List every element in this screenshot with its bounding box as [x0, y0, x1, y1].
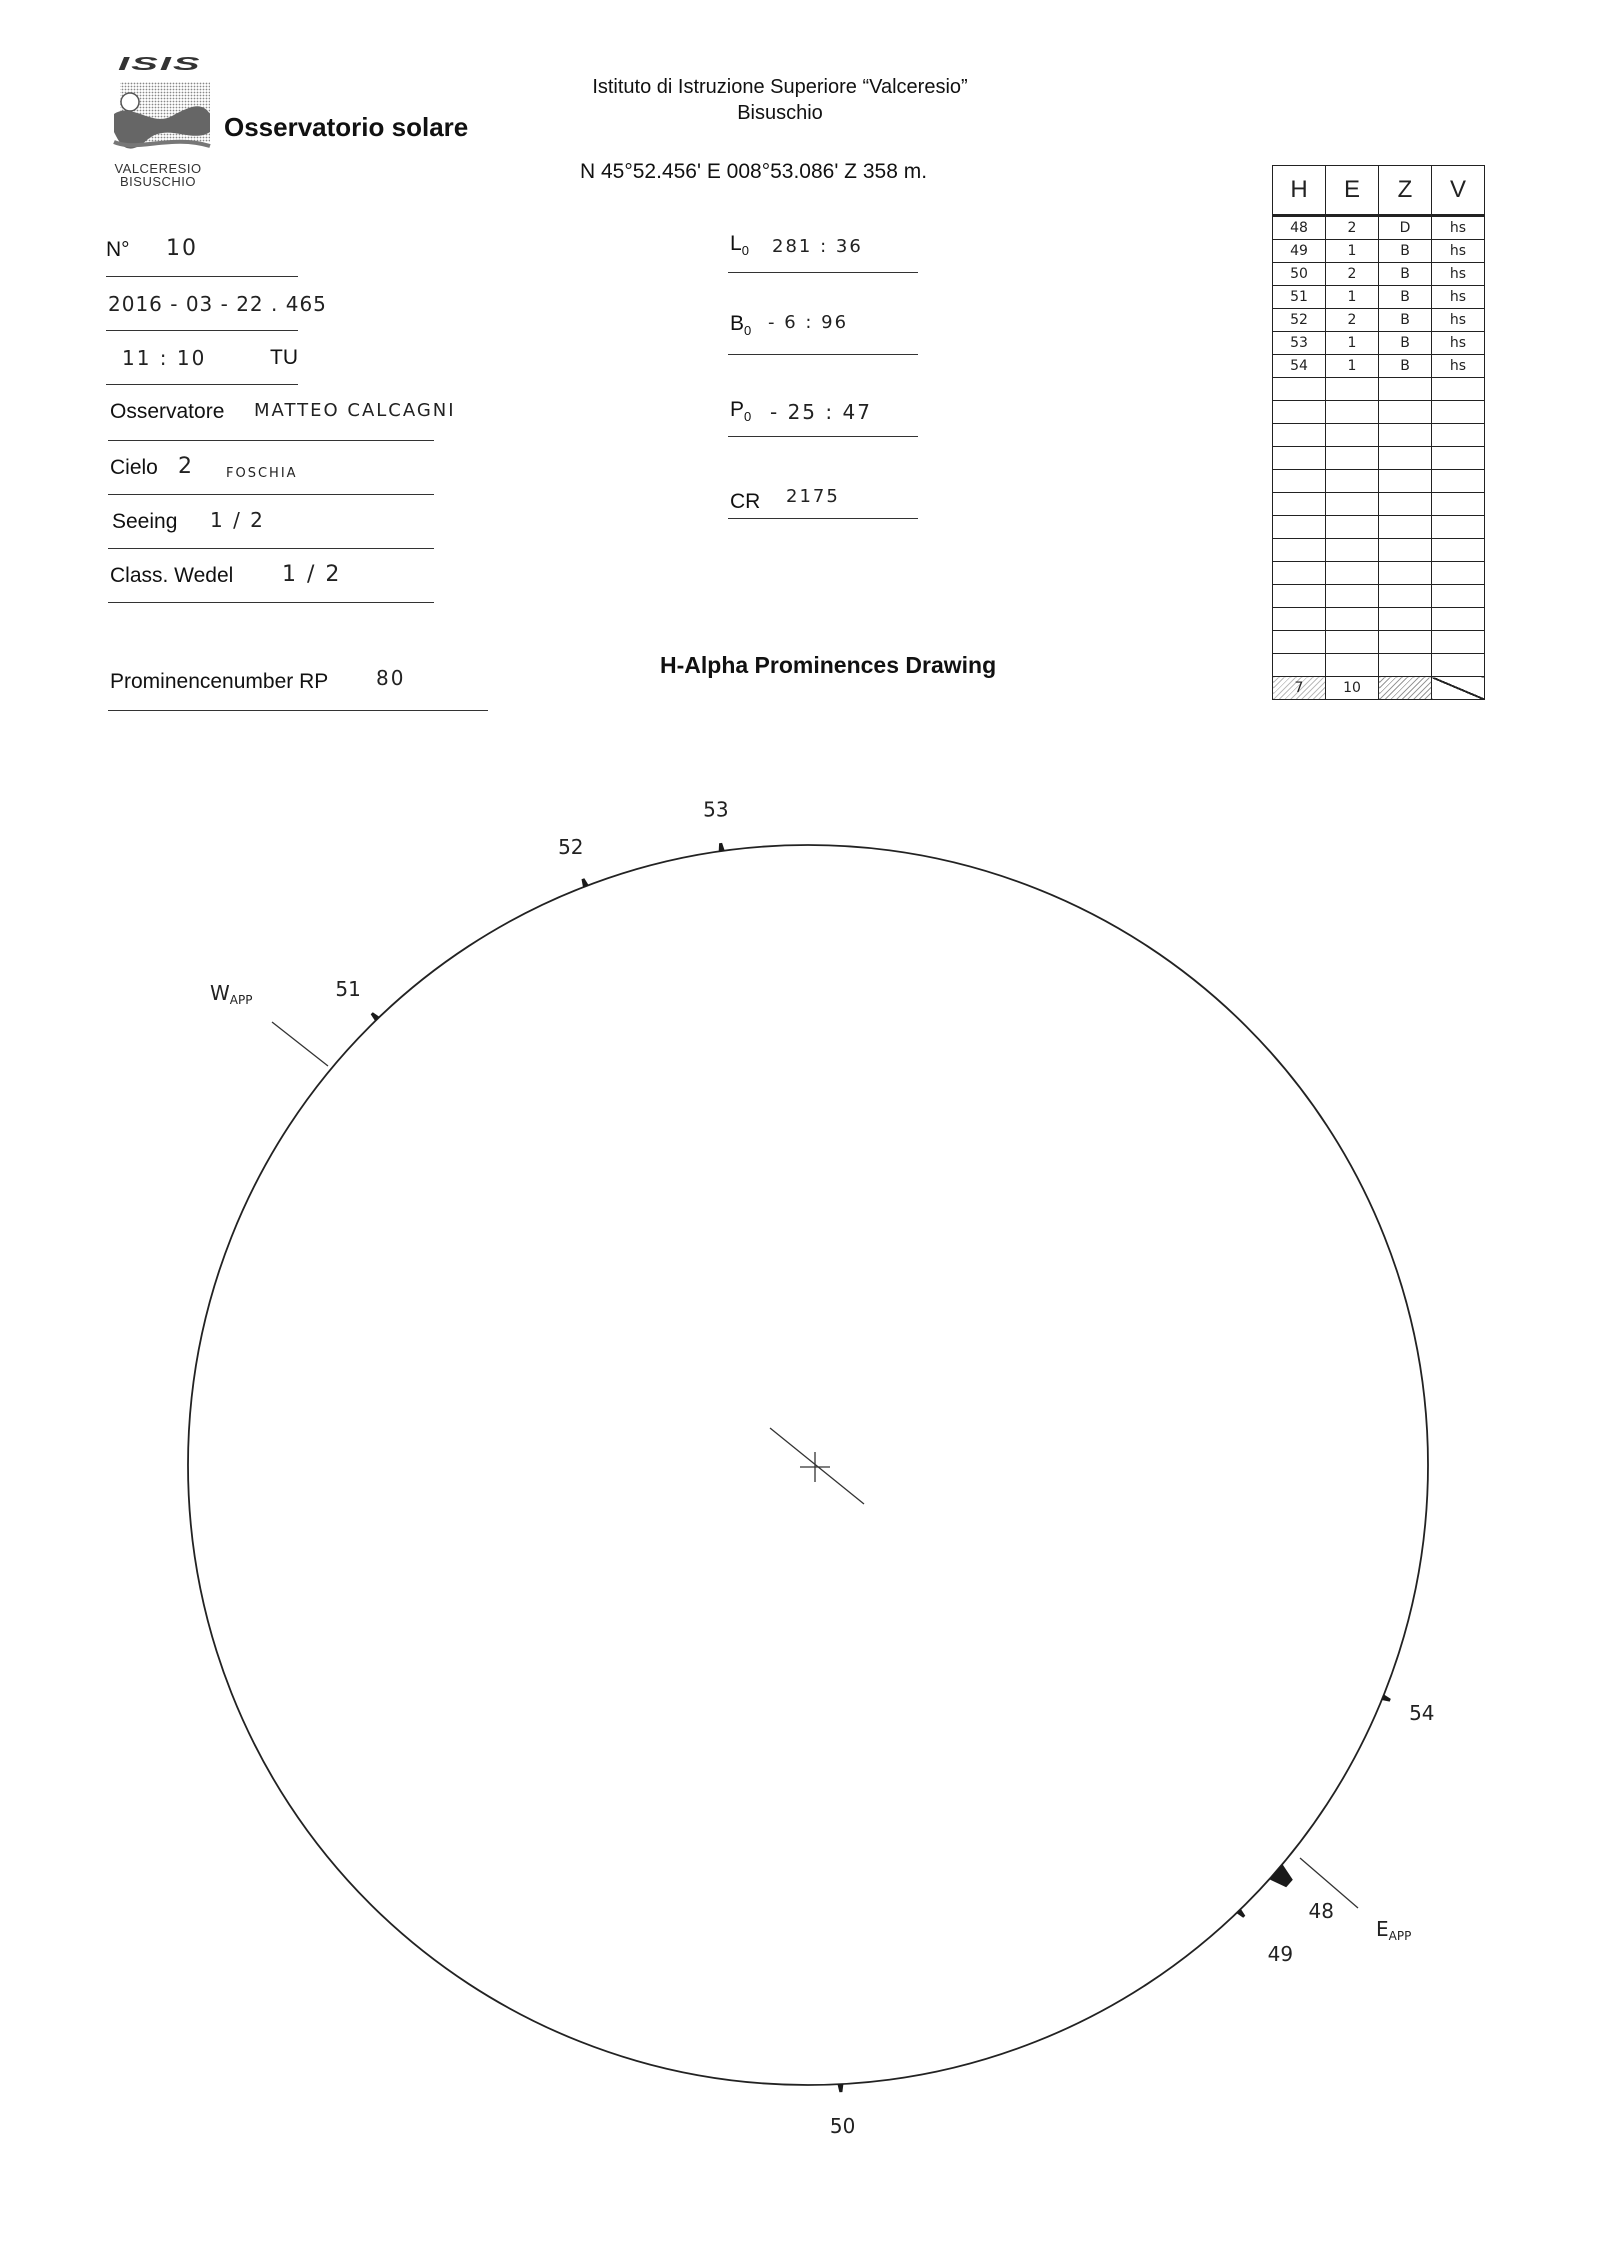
- table-cell: hs: [1432, 240, 1485, 263]
- table-header-cell: H: [1273, 166, 1326, 216]
- l0-value: 281 : 36: [772, 236, 863, 257]
- table-cell: 1: [1326, 286, 1379, 309]
- table-cell: B: [1379, 309, 1432, 332]
- cr-label: CR: [730, 490, 761, 513]
- time-value: 11 : 10: [122, 346, 207, 370]
- seeing-label: Seeing: [112, 510, 178, 533]
- prominence-labels: [335, 797, 1434, 2138]
- table-cell: hs: [1432, 309, 1485, 332]
- sky-note: FOSCHIA: [226, 466, 298, 481]
- table-cell: hs: [1432, 286, 1485, 309]
- solar-disk-outline: [188, 845, 1428, 2085]
- observer-label: Osservatore: [110, 400, 225, 423]
- l0-subscript: 0: [741, 243, 749, 259]
- logo-caption-line2: BISUSCHIO: [119, 174, 196, 189]
- prominence-mark-48: [1269, 1864, 1292, 1887]
- table-cell: 2: [1326, 216, 1379, 240]
- table-header-cell: E: [1326, 166, 1379, 216]
- drawing-title: H-Alpha Prominences Drawing: [660, 652, 997, 678]
- east-label: $E_{APP}$: [1376, 1917, 1412, 1943]
- west-axis-tick: [272, 1022, 328, 1066]
- prominence-mark-53: [719, 843, 725, 852]
- table-total-cell: 7: [1273, 677, 1326, 700]
- prominence-label-54: 54: [1409, 1701, 1435, 1725]
- table-cell: 52: [1273, 309, 1326, 332]
- prominence-mark-51: [371, 1012, 380, 1021]
- table-cell: B: [1379, 332, 1432, 355]
- prominence-label-51: 51: [335, 976, 361, 1001]
- table-cell: 54: [1273, 355, 1326, 378]
- wedel-value: 1 / 2: [282, 562, 342, 587]
- table-header-cell: Z: [1379, 166, 1432, 216]
- p0-letter: P: [730, 398, 745, 421]
- table-cell: B: [1379, 240, 1432, 263]
- table-cell: 1: [1326, 240, 1379, 263]
- b0-value: - 6 : 96: [768, 312, 849, 333]
- table-cell: hs: [1432, 216, 1485, 240]
- table-total-cell: 10: [1326, 677, 1379, 700]
- table-header-cell: V: [1432, 166, 1485, 216]
- table-cell: hs: [1432, 332, 1485, 355]
- table-cell: B: [1379, 355, 1432, 378]
- table-cell: 51: [1273, 286, 1326, 309]
- table-cell: 50: [1273, 263, 1326, 286]
- p0-value: - 25 : 47: [770, 400, 872, 424]
- l0-letter: L: [730, 232, 742, 255]
- disk-center-cross: [770, 1428, 864, 1504]
- table-cell: 1: [1326, 332, 1379, 355]
- table-cell: B: [1379, 286, 1432, 309]
- prominence-number-value: 80: [376, 666, 406, 690]
- prominence-number-label: Prominencenumber RP: [110, 670, 329, 693]
- institute-line2: Bisuschio: [737, 102, 823, 124]
- table-cell: hs: [1432, 355, 1485, 378]
- west-label: $W_{APP}$: [210, 981, 253, 1007]
- wedel-label: Class. Wedel: [110, 564, 234, 587]
- table-cell: 2: [1326, 263, 1379, 286]
- prominence-label-48: 48: [1308, 1899, 1334, 1924]
- time-unit: TU: [270, 346, 298, 369]
- number-label: N°: [106, 238, 130, 261]
- date-value: 2016 - 03 - 22 . 465: [108, 292, 327, 316]
- prominence-mark-49: [1237, 1909, 1246, 1918]
- b0-letter: B: [730, 312, 745, 335]
- table-cell: 53: [1273, 332, 1326, 355]
- observatory-title: Osservatorio solare: [224, 112, 469, 142]
- prominence-label-52: 52: [558, 835, 584, 859]
- table-cell: D: [1379, 216, 1432, 240]
- seeing-value: 1 / 2: [210, 508, 265, 532]
- sky-value: 2: [178, 454, 192, 479]
- prominence-label-50: 50: [829, 2114, 856, 2139]
- table-cell: hs: [1432, 263, 1485, 286]
- prominence-layer: [371, 843, 1391, 2092]
- logo-caption-line1: VALCERESIO: [114, 161, 202, 176]
- observer-value: MATTEO CALCAGNI: [254, 400, 456, 421]
- b0-subscript: 0: [744, 323, 752, 339]
- table-cell: 2: [1326, 309, 1379, 332]
- table-cell: B: [1379, 263, 1432, 286]
- logo-text: ISIS: [118, 54, 202, 74]
- table-cell: 49: [1273, 240, 1326, 263]
- table-cell: 1: [1326, 355, 1379, 378]
- table-cell: 48: [1273, 216, 1326, 240]
- number-value: 10: [166, 236, 198, 261]
- prominence-mark-50: [838, 2084, 844, 2092]
- site-coordinates: N 45°52.456' E 008°53.086' Z 358 m.: [580, 160, 928, 183]
- prominence-label-53: 53: [703, 797, 729, 822]
- institute-line1: Istituto di Istruzione Superiore “Valceresio”: [592, 76, 968, 98]
- prominence-label-49: 49: [1267, 1942, 1294, 1967]
- p0-subscript: 0: [744, 409, 752, 425]
- sky-label: Cielo: [110, 456, 158, 479]
- cr-value: 2175: [786, 486, 840, 507]
